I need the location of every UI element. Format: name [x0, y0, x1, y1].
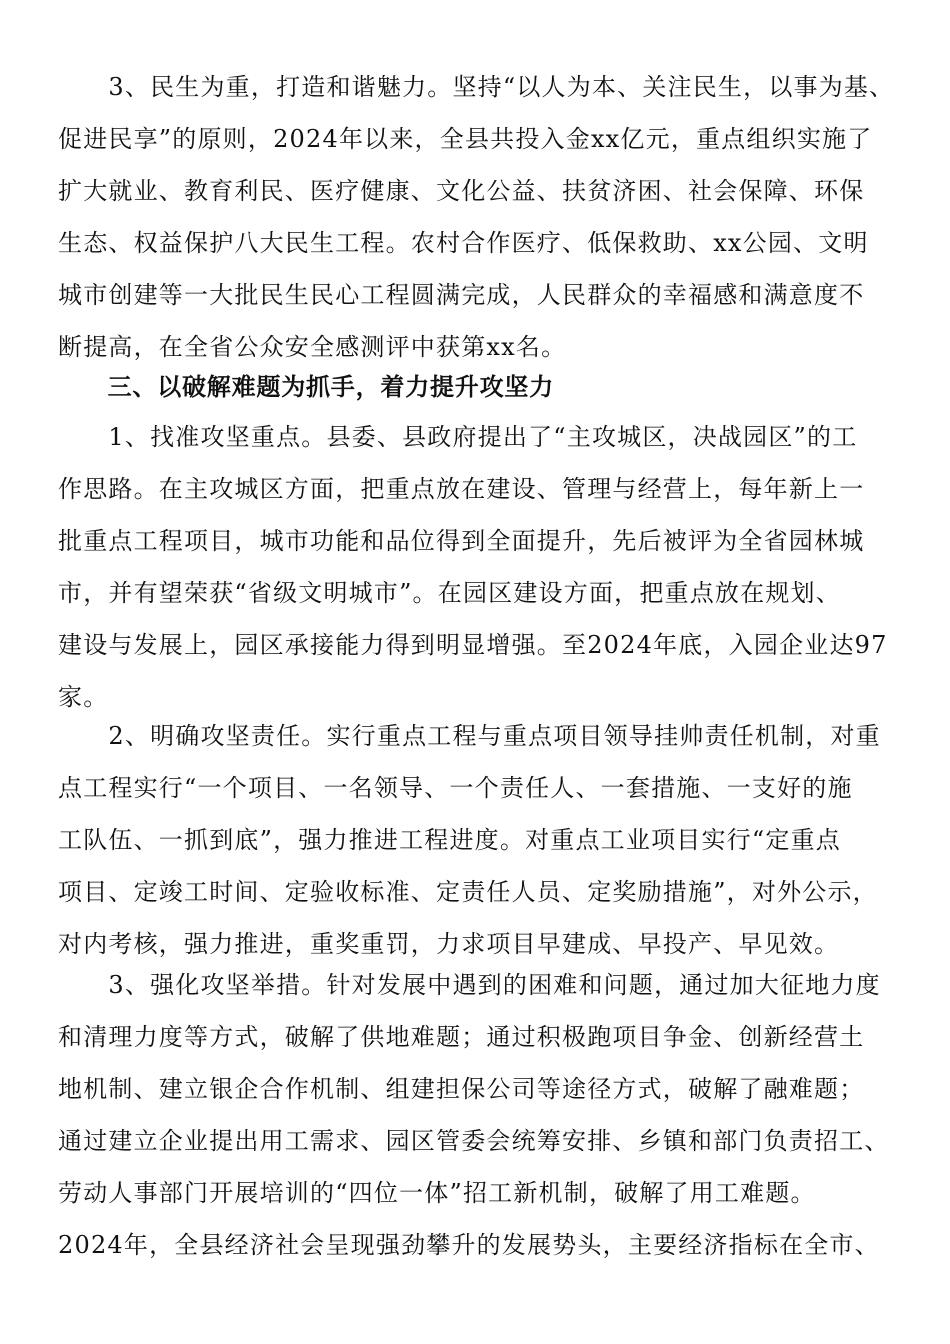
text-line: 和清理力度等方式，破解了供地难题；通过积极跑项目争金、创新经营土 — [58, 1023, 865, 1051]
text-line: 扩大就业、教育利民、医疗健康、文化公益、扶贫济困、社会保障、环保 — [58, 177, 865, 205]
text-line: 对内考核，强力推进，重奖重罚，力求项目早建成、早投产、早见效。 — [58, 930, 840, 958]
text-line: 家。 — [58, 683, 109, 711]
text-line: 2、明确攻坚责任。实行重点工程与重点项目领导挂帅责任机制，对重 — [58, 722, 881, 750]
text-line: 点工程实行“一个项目、一名领导、一个责任人、一套措施、一支好的施 — [58, 774, 853, 802]
text-line: 工队伍、一抓到底”，强力推进工程进度。对重点工业项目实行“定重点 — [58, 826, 841, 854]
text-line: 作思路。在主攻城区方面，把重点放在建设、管理与经营上，每年新上一 — [58, 475, 865, 503]
text-line: 城市创建等一大批民生民心工程圆满完成，人民群众的幸福感和满意度不 — [58, 281, 865, 309]
text-line: 项目、定竣工时间、定验收标准、定责任人员、定奖励措施”，对外公示， — [58, 878, 878, 906]
paragraph-key-focus — [58, 411, 898, 723]
text-line: 劳动人事部门开展培训的“四位一体”招工新机制，破解了用工难题。 — [58, 1179, 816, 1207]
heading-line: 三、以破解难题为抓手，着力提升攻坚力 — [58, 373, 554, 401]
text-line: 市，并有望荣获“省级文明城市”。在园区建设方面，把重点放在规划、 — [58, 579, 841, 607]
text-line: 地机制、建立银企合作机制、组建担保公司等途径方式，破解了融难题； — [58, 1075, 865, 1103]
text-line: 促进民享”的原则，2024年以来，全县共投入金xx亿元，重点组织实施了 — [58, 125, 873, 153]
text-line: 通过建立企业提出用工需求、园区管委会统筹安排、乡镇和部门负责招工、 — [58, 1127, 890, 1155]
paragraph-livelihood — [58, 61, 898, 373]
paragraph-responsibility — [58, 710, 898, 970]
text-line: 1、找准攻坚重点。县委、县政府提出了“主攻城区，决战园区”的工 — [58, 423, 858, 451]
text-line: 断提高，在全省公众安全感测评中获第xx名。 — [58, 333, 567, 361]
text-line: 生态、权益保护八大民生工程。农村合作医疗、低保救助、xx公园、文明 — [58, 229, 869, 257]
text-line: 3、强化攻坚举措。针对发展中遇到的困难和问题，通过加大征地力度 — [58, 971, 881, 999]
text-line: 批重点工程项目，城市功能和品位得到全面提升，先后被评为全省园林城 — [58, 527, 865, 555]
text-line: 2024年，全县经济社会呈现强劲攀升的发展势头，主要经济指标在全市、 — [58, 1231, 880, 1259]
section-heading — [58, 361, 898, 413]
paragraph-measures — [58, 959, 898, 1271]
text-line: 3、民生为重，打造和谐魅力。坚持“以人为本、关注民生，以事为基、 — [58, 73, 895, 101]
text-line: 建设与发展上，园区承接能力得到明显增强。至2024年底，入园企业达97 — [58, 631, 888, 659]
